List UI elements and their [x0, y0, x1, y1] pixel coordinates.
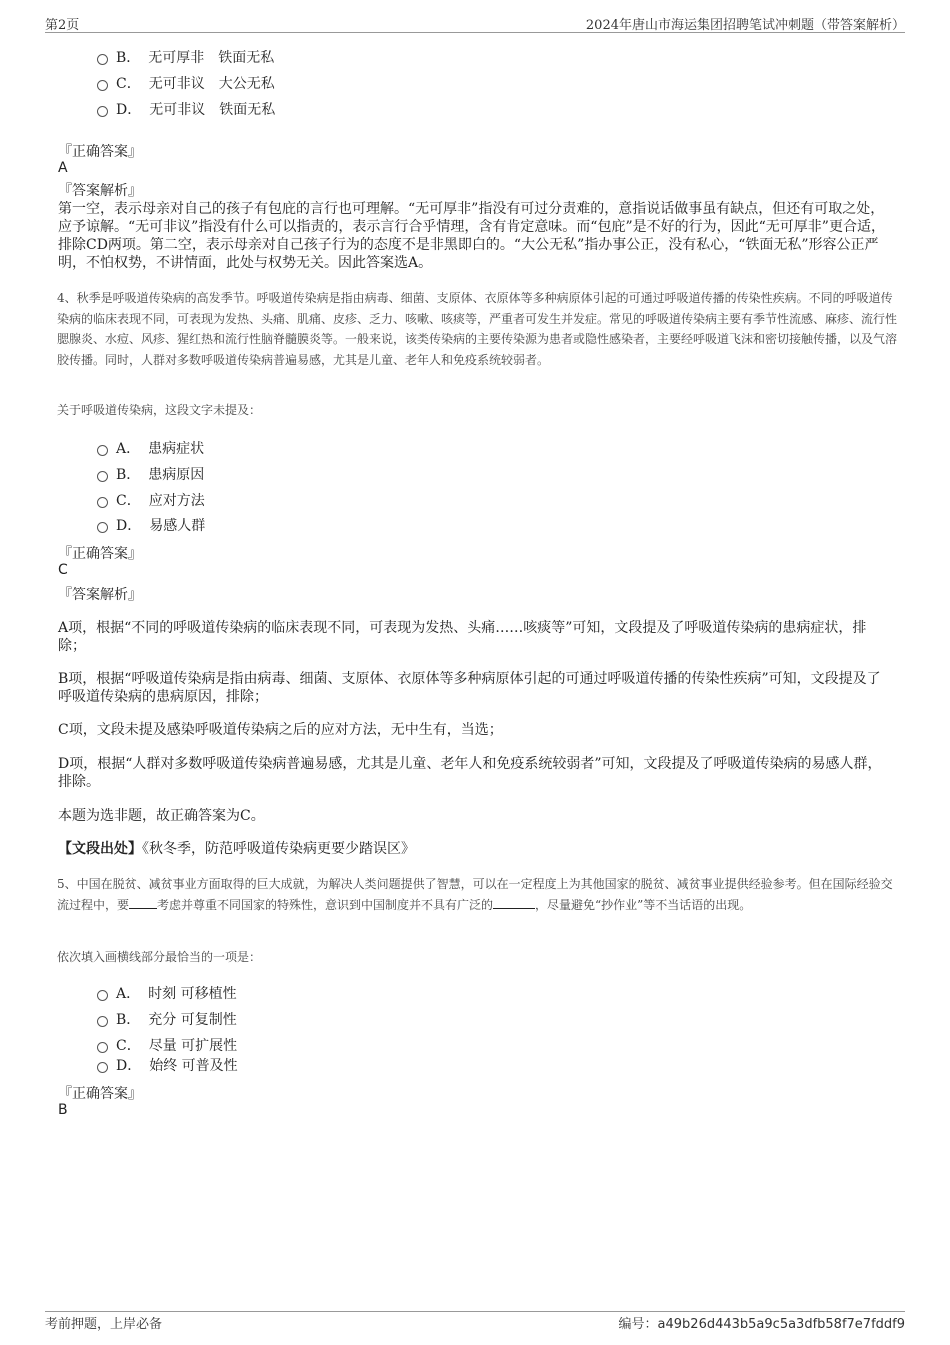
radio-icon[interactable] — [97, 1062, 108, 1073]
header-divider — [45, 32, 905, 33]
radio-icon[interactable] — [97, 1042, 108, 1053]
q4-option-b[interactable]: B． 患病原因 — [97, 463, 204, 485]
q4-option-c[interactable]: C． 应对方法 — [97, 489, 205, 511]
q4-prompt: 关于呼吸道传染病，这段文字未提及： — [57, 403, 262, 417]
q5-option-c[interactable]: C． 尽量 可扩展性 — [97, 1034, 237, 1056]
radio-icon[interactable] — [97, 106, 108, 117]
q4-source-label: 【文段出处】 — [58, 841, 142, 857]
q3-option-b[interactable]: B． 无可厚非 铁面无私 — [97, 46, 274, 68]
q4-answer: C — [58, 562, 68, 578]
q4-conclusion: 本题为选非题，故正确答案为C。 — [58, 808, 265, 824]
q4-analysis-b: B项，根据“呼吸道传染病是指由病毒、细菌、支原体、衣原体等多种病原体引起的可通过呼吸道传播的传染性疾病”可知，文段提及了呼吸道传染病的患病原因，排除； — [58, 671, 881, 705]
q3-analysis-label: 『答案解析』 — [58, 183, 142, 199]
q5-option-b[interactable]: B． 充分 可复制性 — [97, 1008, 237, 1030]
radio-icon[interactable] — [97, 80, 108, 91]
q5-answer: B — [58, 1102, 68, 1118]
q4-analysis-label: 『答案解析』 — [58, 587, 142, 603]
q4-source-title: 《秋冬季，防范呼吸道传染病更要少踏误区》 — [142, 841, 415, 857]
blank-2 — [493, 897, 535, 909]
q5-answer-label: 『正确答案』 — [58, 1086, 142, 1102]
q4-analysis-c: C项，文段未提及感染呼吸道传染病之后的应对方法，无中生有，当选； — [58, 722, 503, 738]
radio-icon[interactable] — [97, 522, 108, 533]
q4-analysis-a: A项，根据“不同的呼吸道传染病的临床表现不同，可表现为发热、头痛……咳痰等”可知，文段提及了呼吸道传染病的患病症状，排除； — [58, 620, 867, 654]
q3-option-d[interactable]: D． 无可非议 铁面无私 — [97, 98, 275, 120]
q3-option-c[interactable]: C． 无可非议 大公无私 — [97, 72, 275, 94]
q4-stem: 4、秋季是呼吸道传染病的高发季节。呼吸道传染病是指由病毒、细菌、支原体、衣原体等多种病原体引起的可通过呼吸道传播的传染性疾病。不同的呼吸道传染病的临床表现不同，可表现为发热、头痛、肌痛、皮疹、乏力、咳嗽、咳痰等，严重者可发生并发症。常见的呼吸道传染病主要有季节性流感、麻疹、流行性腮腺炎、水痘、风疹、猩红热和流行性脑脊髓膜炎等。一般来说，该类传染病的主要传染源为患者或隐性感染者，主要经呼吸道飞沫和密切接触传播，以及气溶胶传播。同时，人群对多数呼吸道传染病普遍易感，尤其是儿童、老年人和免疫系统较弱者。 — [57, 291, 898, 367]
q5-option-d[interactable]: D． 始终 可普及性 — [97, 1054, 238, 1076]
q4-option-d[interactable]: D． 易感人群 — [97, 514, 205, 536]
q5-prompt: 依次填入画横线部分最恰当的一项是： — [57, 950, 262, 964]
blank-1 — [129, 897, 157, 909]
q4-option-a[interactable]: A． 患病症状 — [97, 437, 204, 459]
q3-answer-label: 『正确答案』 — [58, 144, 142, 160]
footer-divider — [45, 1311, 905, 1312]
q5-option-a[interactable]: A． 时刻 可移植性 — [97, 982, 237, 1004]
footer-code: 编号：a49b26d443b5a9c5a3dfb58f7e7fddf9 — [618, 1317, 905, 1332]
q5-stem: 5、中国在脱贫、减贫事业方面取得的巨大成就，为解决人类问题提供了智慧，可以在一定程度上为其他国家的脱贫、减贫事业提供经验参考。但在国际经验交流过程中，要 考虑并尊重不同国家的特殊性，意识到中国制度并不具有广泛的 ，尽量避免“抄作业”等不当话语的出现。 — [57, 877, 893, 912]
q4-source — [58, 840, 892, 858]
radio-icon[interactable] — [97, 990, 108, 1001]
radio-icon[interactable] — [97, 1016, 108, 1027]
document-title: 2024年唐山市海运集团招聘笔试冲刺题（带答案解析） — [585, 18, 905, 33]
q3-analysis: 第一空，表示母亲对自己的孩子有包庇的言行也可理解。“无可厚非”指没有可过分责难的，意指说话做事虽有缺点，但还有可取之处，应予谅解。“无可非议”指没有什么可以指责的，表示言行合乎情理，含有肯定意味。而“包庇”是不好的行为，因此“无可厚非”更合适，排除CD两项。第二空，表示母亲对自己孩子行为的态度不是非黑即白的。“大公无私”指办事公正，没有私心，“铁面无私”形容公正严明，不怕权势，不讲情面，此处与权势无关。因此答案选A。 — [58, 201, 885, 271]
footer-slogan: 考前押题，上岸必备 — [45, 1317, 163, 1332]
q4-analysis-d: D项，根据“人群对多数呼吸道传染病普遍易感，尤其是儿童、老年人和免疫系统较弱者”可知，文段提及了呼吸道传染病的易感人群，排除。 — [58, 756, 882, 790]
page-number: 第2页 — [45, 18, 80, 33]
q4-answer-label: 『正确答案』 — [58, 546, 142, 562]
radio-icon[interactable] — [97, 54, 108, 65]
radio-icon[interactable] — [97, 445, 108, 456]
radio-icon[interactable] — [97, 471, 108, 482]
q3-answer: A — [58, 160, 68, 176]
radio-icon[interactable] — [97, 497, 108, 508]
